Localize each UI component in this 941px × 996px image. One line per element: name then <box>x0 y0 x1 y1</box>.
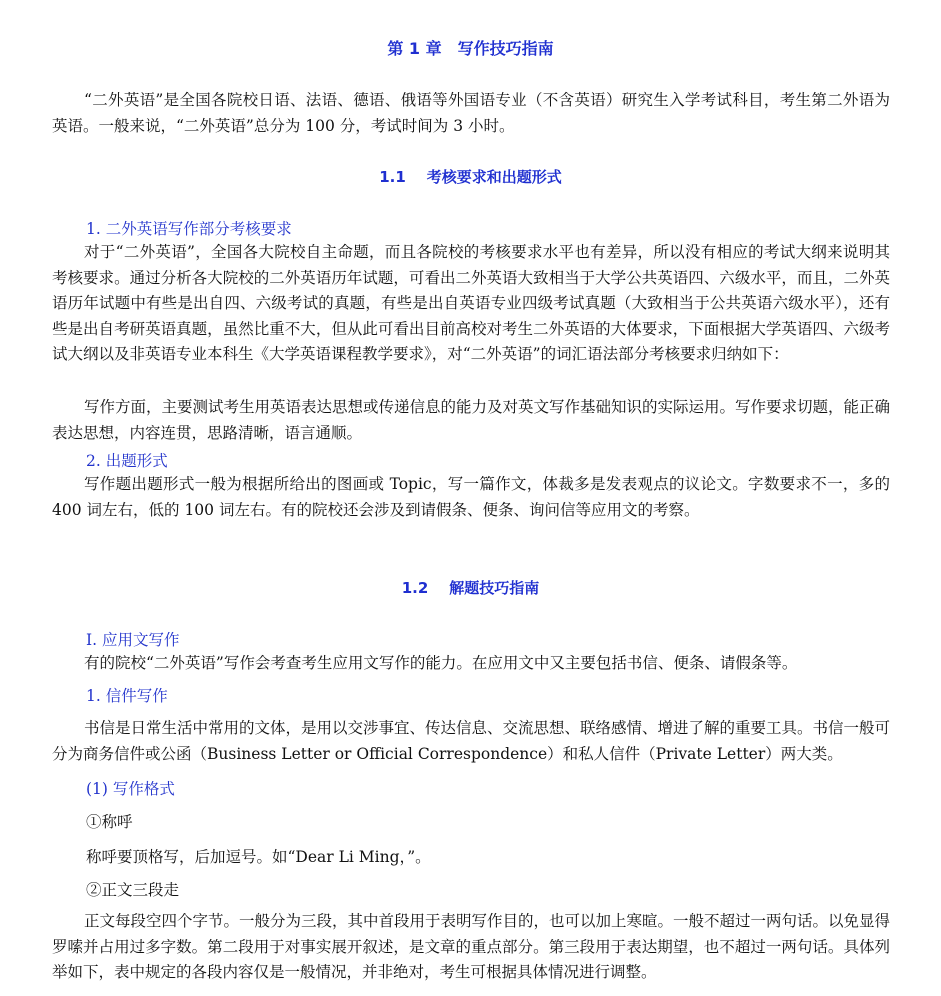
paragraph-2: 写作方面，主要测试考生用英语表达思想或传递信息的能力及对英文写作基础知识的实际运用。写作要求切题，能正确表达思想，内容连贯，思路清晰，语言通顺。 <box>52 398 891 442</box>
chapter-title: 第 1 章 写作技巧指南 <box>387 39 554 58</box>
point-body: ②正文三段走 <box>86 881 180 899</box>
section-title: 解题技巧指南 <box>449 579 540 597</box>
section-1-2-heading <box>0 577 941 598</box>
section-title: 考核要求和出题形式 <box>426 168 562 186</box>
paragraph-4: 有的院校“二外英语”写作会考查考生应用文写作的能力。在应用文中又主要包括书信、便条、请假条等。 <box>84 654 798 672</box>
letter-writing-heading: 1. 信件写作 <box>86 687 168 705</box>
format-subheading: (1) 写作格式 <box>86 780 175 798</box>
paragraph-1: 对于“二外英语”，全国各大院校自主命题，而且各院校的考核要求水平也有差异，所以没有相应的考试大纲来说明其考核要求。通过分析各大院校的二外英语历年试题，可看出二外英语大致相当于大学公共英语四、六级水平，而且，二外英语历年试题中有些是出自四、六级考试的真题，有些是出自英语专业四级考试真题（大致相当于公共英语六级水平），还有些是出自考研英语真题，虽然比重不大，但从此可看出目前高校对考生二外英语的大体要求，下面根据大学英语四、六级考试大纲以及非英语专业本科生《大学英语课程教学要求》，对“二外英语”的词汇语法部分考核要求归纳如下： <box>52 243 890 363</box>
section-1-1-heading <box>0 166 941 187</box>
paragraph-3: 写作题出题形式一般为根据所给出的图画或 Topic，写一篇作文，体裁多是发表观点的议论文。字数要求不一，多的 400 词左右，低的 100 词左右。有的院校还会涉及到请假条、便条、询问信等应用文的考察。 <box>52 475 890 519</box>
section-number: 1.1 <box>379 168 406 186</box>
intro-paragraph: “二外英语”是全国各院校日语、法语、德语、俄语等外国语专业（不含英语）研究生入学考试科目，考生第二外语为英语。一般来说，“二外英语”总分为 100 分，考试时间为 3 小时。 <box>52 91 890 135</box>
section-number: 1.2 <box>401 579 429 597</box>
paragraph-7: 正文每段空四个字节。一般分为三段，其中首段用于表明写作目的，也可以加上寒暄。一般不超过一两句话。以免显得罗嗦并占用过多字数。第二段用于对事实展开叙述，是文章的重点部分。第三段用于表达期望，也不超过一两句话。具体列举如下，表中规定的各段内容仅是一般情况，并非绝对，考生可根据具体情况进行调整。 <box>52 912 891 981</box>
point-salutation: ①称呼 <box>86 813 133 831</box>
item-1-heading: 1. 二外英语写作部分考核要求 <box>86 220 292 238</box>
item-2-heading: 2. 出题形式 <box>86 452 168 470</box>
roman-1-heading: I. 应用文写作 <box>86 631 180 649</box>
paragraph-6: 称呼要顶格写，后加逗号。如“Dear Li Ming，”。 <box>86 848 431 866</box>
paragraph-5: 书信是日常生活中常用的文体，是用以交涉事宜、传达信息、交流思想、联络感情、增进了解的重要工具。书信一般可分为商务信件或公函（Business Letter or Official Correspondence）和私人信件（Private Letter）两大类。 <box>52 719 891 763</box>
